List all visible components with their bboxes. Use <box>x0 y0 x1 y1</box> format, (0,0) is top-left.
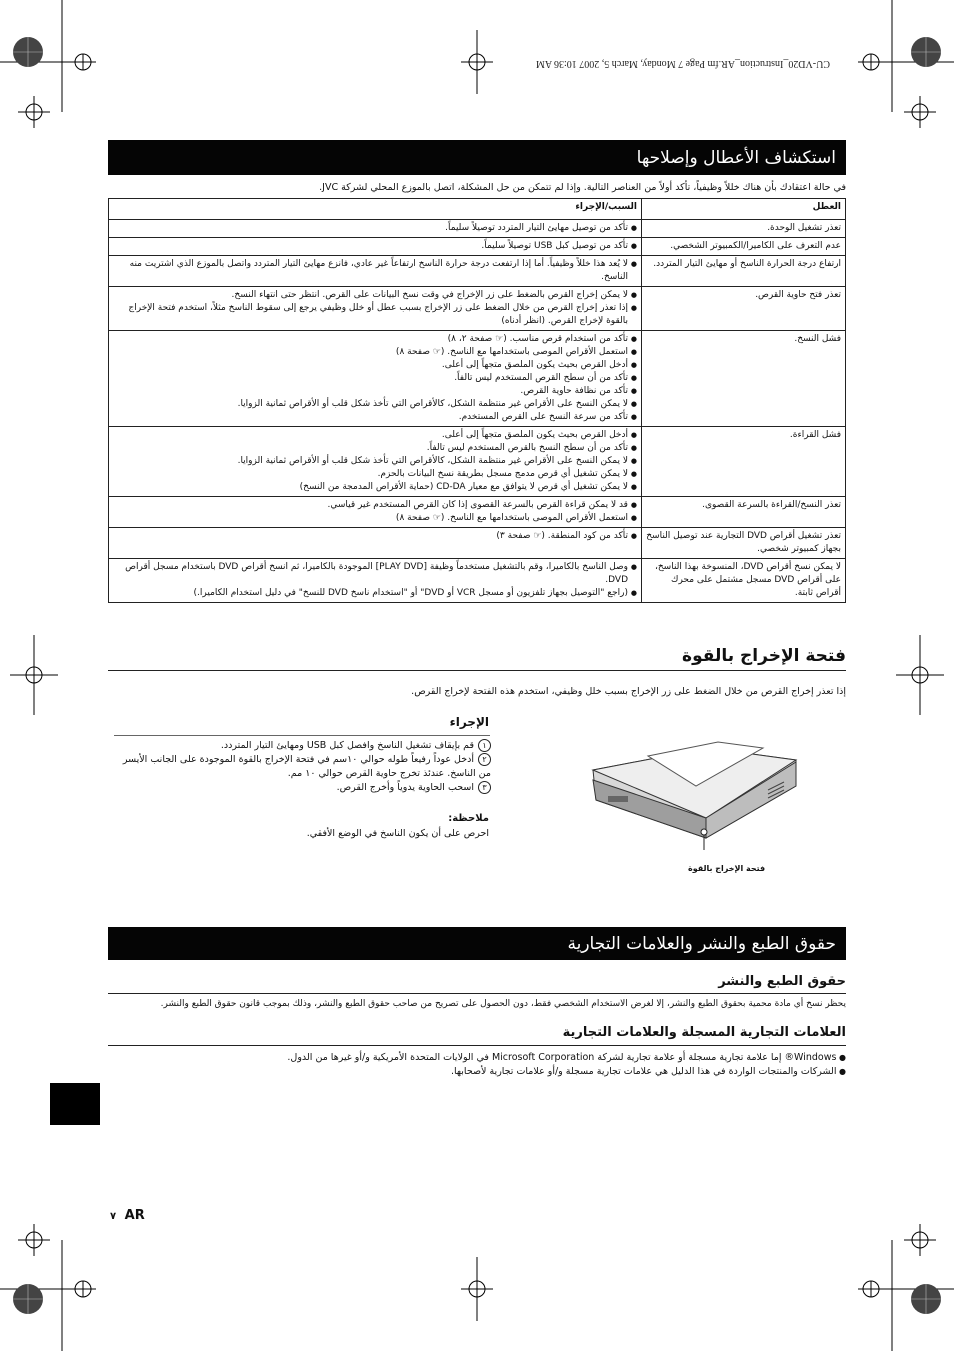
troubleshooting-title-bar <box>108 140 846 175</box>
table-row <box>109 559 846 603</box>
col-problem: العطل <box>642 199 846 220</box>
action-item: ● أدخل القرص بحيث يكون الملصق متجهاً إلى أعلى. <box>113 429 637 442</box>
procedure-step <box>111 753 491 781</box>
table-row <box>109 497 846 528</box>
step-number: ٣ <box>478 781 491 794</box>
problem-cell: تعذر تشغيل الوحدة. <box>642 220 846 238</box>
table-row <box>109 220 846 238</box>
step-text: اسحب الحاوية يدوياً وأخرج القرص. <box>336 782 474 793</box>
action-cell <box>109 528 642 559</box>
action-cell <box>109 238 642 256</box>
step-text: أدخل عوداً رفيعاً طوله حوالي ١٠سم في فتحة الإخراج بالقوة الموجودة على الجانب الأيسر من الناسخ. عندئذ تخرج حاوية القرص حوالي ١٠ مم. <box>122 754 491 779</box>
action-cell <box>109 220 642 238</box>
action-item: ● لا يمكن النسخ على الأقراص غير منتظمة الشكل، كالأقراص التي تأخذ شكل قلب أو الأقراص ثمانية الزوايا. <box>113 398 637 411</box>
action-item: ● لا يُعد هذا خللاً وظيفياً. أما إذا ارتفعت درجة حرارة الناسخ ارتفاعاً غير عادي، فانزع مهايئ التيار المتردد واتصل بالموزع الذي اشتريت منه الناسخ. <box>113 258 637 284</box>
procedure-rule <box>114 735 490 736</box>
action-list <box>113 561 637 600</box>
problem-cell: تعذر فتح حاوية القرص. <box>642 287 846 331</box>
action-item: ● لا يمكن إخراج القرص بالضغط على زر الإخراج في وقت نسخ البيانات على القرص. انتظر حتى انتهاء النسخ. <box>113 289 637 302</box>
step-number: ١ <box>478 739 491 752</box>
action-list <box>113 530 637 543</box>
action-item: ● تأكد من توصيل كبل USB توصيلاً سليماً. <box>113 240 637 253</box>
action-list <box>113 240 637 253</box>
table-row <box>109 331 846 427</box>
procedure-step <box>111 781 491 795</box>
trademarks-title: العلامات التجارية المسجلة والعلامات التجارية <box>562 1025 846 1040</box>
table-row <box>109 528 846 559</box>
table-row <box>109 256 846 287</box>
problem-cell: لا يمكن نسخ أقراص DVD، المنسوخة بهذا الناسخ، على أقراص DVD مسجل مشتمل على محرك أقراص ثابتة. <box>642 559 846 603</box>
force-eject-rule <box>108 670 846 671</box>
action-item: ● تأكد من نظافة حاوية القرص. <box>113 385 637 398</box>
col-action: السبب/الإجراء <box>109 199 642 220</box>
print-header-run: CU-VD20_Instruction_AR.fm Page 7 Monday, March 5, 2007 10:36 AM <box>535 58 830 69</box>
trademarks-list <box>287 1051 846 1079</box>
action-list <box>113 289 637 328</box>
action-list <box>113 222 637 235</box>
trademark-item: ● Windows® إما علامة تجارية مسجلة أو علامة تجارية لشركة Microsoft Corporation في الولايات المتحدة الأمريكية و/أو غيرها من الدول. <box>287 1051 846 1065</box>
action-item: ● استعمل الأقراص الموصى باستخدامها مع الناسخ. (☞ صفحة ٨) <box>113 512 637 525</box>
action-cell <box>109 497 642 528</box>
trademarks-rule <box>108 1045 846 1046</box>
action-item: ● تأكد من توصيل مهايئ التيار المتردد توصيلاً سليماً. <box>113 222 637 235</box>
action-cell <box>109 256 642 287</box>
note-title: ملاحظة: <box>448 813 489 824</box>
troubleshooting-intro: في حالة اعتقادك بأن هناك خللاً وظيفياً، تأكد أولاً من العناصر التالية. وإذا لم تتمكن من حل المشكلة، اتصل بالموزع المحلي لشركة JVC. <box>319 182 846 193</box>
problem-cell: ارتفاع درجة الحرارة الناسخ أو مهايئ التيار المتردد. <box>642 256 846 287</box>
step-text: قم بإيقاف تشغيل الناسخ وافصل كبل USB ومهايئ التيار المتردد. <box>220 740 474 751</box>
action-item: ● تأكد من سرعة النسخ على القرص المستخدم. <box>113 411 637 424</box>
action-cell <box>109 287 642 331</box>
action-list <box>113 429 637 494</box>
copyright-title-bar <box>108 927 846 960</box>
trademark-item: ● الشركات والمنتجات الواردة في هذا الدليل هي علامات تجارية مسجلة و/أو علامات تجارية لأصحابها. <box>287 1065 846 1079</box>
copyright-text: يحظر نسخ أي مادة محمية بحقوق الطبع والنشر، إلا لغرض الاستخدام الشخصي فقط، دون الحصول على تصريح من صاحب حقوق الطبع والنشر، وذلك بموجب قانون حقوق الطبع والنشر. <box>160 999 846 1009</box>
problem-cell: تعذر تشغيل أقراص DVD التجارية عند توصيل الناسخ بجهاز كمبيوتر شخصي. <box>642 528 846 559</box>
action-item: ● إذا تعذر إخراج القرص من خلال الضغط على زر الإخراج بسبب عطل أو خلل وظيفي يرجع إلى سقوط الناسخ مثلاً، استخدم فتحة الإخراج بالقوة لإخراج القرص. (انظر أدناه) <box>113 302 637 328</box>
action-item: ● وصل الناسخ بالكاميرا، وقم بالتشغيل مستخدماً وظيفة [PLAY DVD] الموجودة بالكاميرا، ثم انسخ أقراص DVD باستخدام مسجل أقراص DVD. <box>113 561 637 587</box>
language-code: AR <box>124 1208 145 1223</box>
action-list <box>113 258 637 284</box>
step-number: ٢ <box>478 753 491 766</box>
table-row <box>109 238 846 256</box>
page-number: ٧ <box>110 1211 117 1222</box>
procedure-step <box>111 739 491 753</box>
troubleshooting-title: استكشاف الأعطال وإصلاحها <box>636 147 836 168</box>
action-cell <box>109 427 642 497</box>
copyright-rule <box>108 993 846 994</box>
action-item: ● لا يمكن تشغيل أي قرص لا يتوافق مع معيار CD-DA (حماية الأقراص المدمجة من النسخ) <box>113 481 637 494</box>
force-eject-title: فتحة الإخراج بالقوة <box>682 646 846 666</box>
table-row <box>109 427 846 497</box>
action-cell <box>109 559 642 603</box>
action-cell <box>109 331 642 427</box>
procedure-steps <box>111 739 491 795</box>
force-eject-intro: إذا تعذر إخراج القرص من خلال الضغط على زر الإخراج بسبب خلل وظيفي، استخدم هذه الفتحة لإخراج القرص. <box>411 686 846 697</box>
action-item: ● لا يمكن النسخ على الأقراص غير منتظمة الشكل، كالأقراص التي تأخذ شكل قلب أو الأقراص ثمانية الزوايا. <box>113 455 637 468</box>
action-item: ● تأكد من أن سطح القرص المستخدم ليس تالفاً. <box>113 372 637 385</box>
action-item: ● تأكد من كود المنطقة. (☞ صفحة ٣) <box>113 530 637 543</box>
action-item: ● لا يمكن تشغيل أي قرص مدمج مسجل بطريقة نسخ البيانات بالحزم. <box>113 468 637 481</box>
language-tab-marker <box>50 1083 100 1125</box>
copyright-subtitle: حقوق الطبع والنشر <box>718 974 846 989</box>
copyright-title: حقوق الطبع والنشر والعلامات التجارية <box>567 933 836 954</box>
problem-cell: فشل القراءة. <box>642 427 846 497</box>
action-item: ● تأكد من استخدام قرص مناسب. (☞ صفحة ٢، ٨) <box>113 333 637 346</box>
action-item: ● قد لا يمكن قراءة القرص بالسرعة القصوى إذا كان القرص المستخدم غير قياسي. <box>113 499 637 512</box>
action-list <box>113 333 637 424</box>
page-footer <box>110 1208 145 1223</box>
figure-caption: فتحة الإخراج بالقوة <box>688 864 766 873</box>
action-list <box>113 499 637 525</box>
troubleshooting-table <box>108 198 846 603</box>
action-item: ● أدخل القرص بحيث يكون الملصق متجهاً إلى أعلى. <box>113 359 637 372</box>
table-row <box>109 287 846 331</box>
problem-cell: تعذر النسخ/القراءة بالسرعة القصوى. <box>642 497 846 528</box>
problem-cell: عدم التعرف على الكاميرا/الكمبيوتر الشخصي. <box>642 238 846 256</box>
problem-cell: فشل النسخ. <box>642 331 846 427</box>
action-item: ● استعمل الأقراص الموصى باستخدامها مع الناسخ. (☞ صفحة ٨) <box>113 346 637 359</box>
note-text: احرص على أن يكون الناسخ في الوضع الأفقي. <box>306 828 489 839</box>
dvd-writer-illustration <box>588 690 803 850</box>
procedure-title: الإجراء <box>449 715 489 729</box>
action-item: ● تأكد من أن سطح النسخ بالقرص المستخدم ليس تالفاً. <box>113 442 637 455</box>
action-item: ● (راجع "التوصيل بجهاز تلفزيون أو مسجل VCR أو DVD" أو "استخدام ناسخ DVD للنسخ" في دليل استخدام الكاميرا.) <box>113 587 637 600</box>
